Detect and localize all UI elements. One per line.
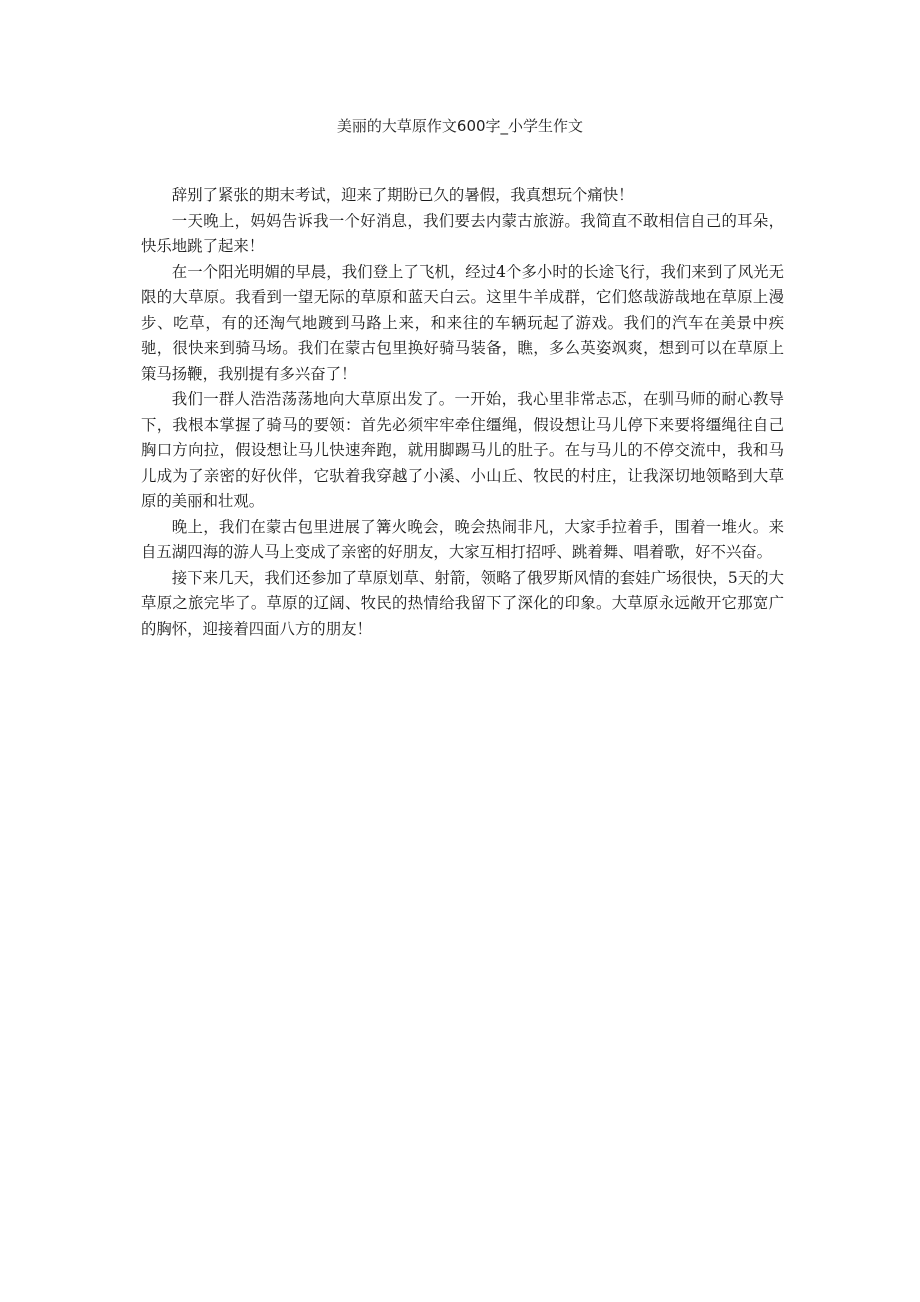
- paragraph: 我们一群人浩浩荡荡地向大草原出发了。一开始，我心里非常忐忑，在驯马师的耐心教导下，我根本掌握了骑马的要领：首先必须牢牢牵住缰绳，假设想让马儿停下来要将缰绳往自己胸口方向拉，假设想让马儿快速奔跑，就用脚踢马儿的肚子。在与马儿的不停交流中，我和马儿成为了亲密的好伙伴，它驮着我穿越了小溪、小山丘、牧民的村庄，让我深切地领略到大草原的美丽和壮观。: [141, 390, 784, 510]
- paragraph: 在一个阳光明媚的早晨，我们登上了飞机，经过4个多小时的长途飞行，我们来到了风光无限的大草原。我看到一望无际的草原和蓝天白云。这里牛羊成群，它们悠哉游哉地在草原上漫步、吃草，有的还淘气地踱到马路上来，和来往的车辆玩起了游戏。我们的汽车在美景中疾驰，很快来到骑马场。我们在蒙古包里换好骑马装备，瞧，多么英姿飒爽，想到可以在草原上策马扬鞭，我别提有多兴奋了！: [141, 262, 784, 383]
- document-title: 美丽的大草原作文600字_小学生作文: [336, 117, 584, 135]
- paragraph: 辞别了紧张的期末考试，迎来了期盼已久的暑假，我真想玩个痛快！: [171, 186, 634, 204]
- paragraph: 晚上，我们在蒙古包里进展了篝火晚会，晚会热闹非凡，大家手拉着手，围着一堆火。来自五湖四海的游人马上变成了亲密的好朋友，大家互相打招呼、跳着舞、唱着歌，好不兴奋。: [141, 517, 784, 561]
- paragraph: 一天晚上，妈妈告诉我一个好消息，我们要去内蒙古旅游。我简直不敢相信自己的耳朵，快乐地跳了起来！: [141, 211, 784, 255]
- document-body: [141, 183, 784, 642]
- paragraph: 接下来几天，我们还参加了草原划草、射箭，领略了俄罗斯风情的套娃广场很快，5天的大草原之旅完毕了。草原的辽阔、牧民的热情给我留下了深化的印象。大草原永远敞开它那宽广的胸怀，迎接着四面八方的朋友！: [141, 568, 784, 638]
